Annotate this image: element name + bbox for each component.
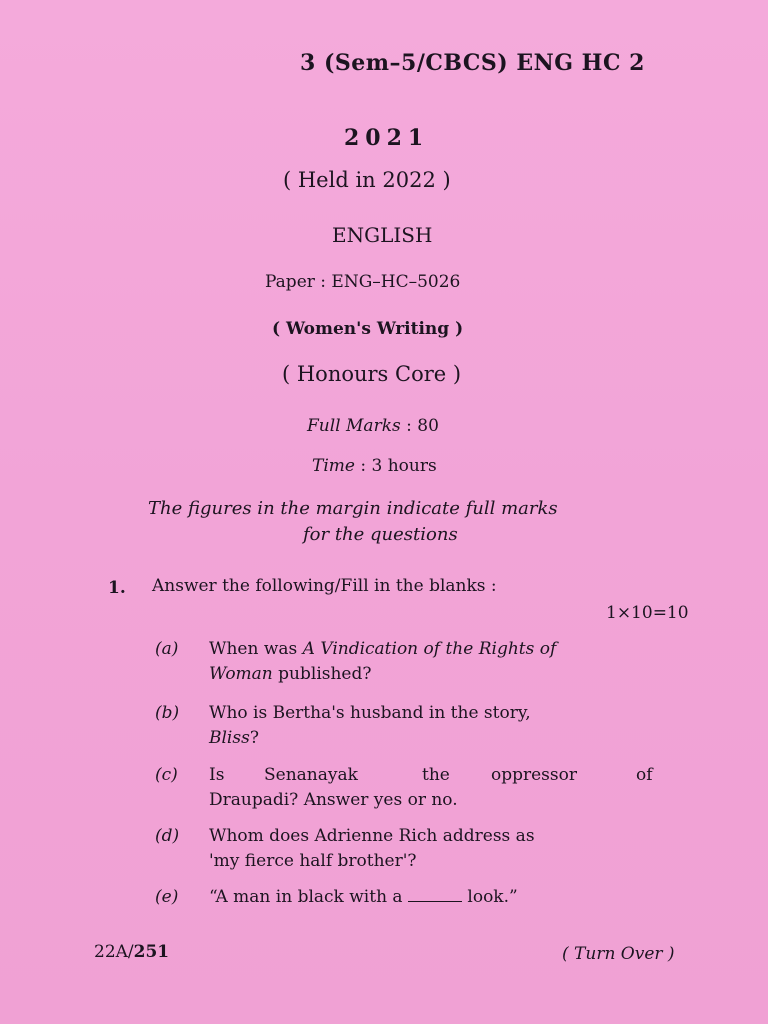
part-c-word-4: oppressor (491, 765, 577, 785)
time-allowed (312, 456, 437, 476)
paper-serial-number: 251 (133, 942, 170, 962)
part-a-book-title: A Vindication of the Rights of (302, 639, 557, 659)
part-b-line-1: Who is Bertha's husband in the story, (209, 703, 531, 723)
part-c-word-3: the (422, 765, 450, 785)
part-a-line-1 (209, 639, 556, 659)
course-type: ( Honours Core ) (282, 362, 462, 386)
fill-blank (408, 891, 462, 902)
part-d-line-2: 'my fierce half brother'? (209, 851, 417, 871)
part-e-text-start: “A man in black with a (209, 887, 403, 907)
subject: ENGLISH (332, 223, 433, 247)
part-c-word-1: Is (209, 765, 225, 785)
held-in: ( Held in 2022 ) (283, 168, 451, 192)
part-b-story-title: Bliss (209, 728, 250, 748)
full-marks-value: : 80 (406, 416, 439, 436)
part-d-line-1: Whom does Adrienne Rich address as (209, 826, 535, 846)
part-a-label: (a) (155, 639, 179, 659)
time-value: : 3 hours (360, 456, 437, 476)
question-marks: 1×10=10 (606, 603, 689, 623)
turn-over-note: ( Turn Over ) (562, 944, 675, 964)
part-a-book-title-end: Woman (209, 664, 273, 684)
part-c-word-2: Senanayak (264, 765, 358, 785)
part-d-label: (d) (155, 826, 180, 846)
part-c-line-2: Draupadi? Answer yes or no. (209, 790, 458, 810)
question-number: 1. (108, 578, 126, 598)
instruction-line-2: for the questions (303, 524, 458, 545)
exam-year: 2021 (344, 125, 430, 151)
paper-code: Paper : ENG–HC–5026 (265, 272, 461, 292)
part-c-word-5: of (636, 765, 653, 785)
instruction-line-1: The figures in the margin indicate full marks (148, 498, 558, 519)
part-a-line-2 (209, 664, 372, 684)
part-b-label: (b) (155, 703, 180, 723)
part-b-text-end: ? (249, 728, 259, 748)
part-a-text-end: published? (272, 664, 372, 684)
question-text: Answer the following/Fill in the blanks : (152, 576, 497, 596)
part-e-label: (e) (155, 887, 179, 907)
full-marks-label: Full Marks (307, 416, 401, 436)
course-code: 3 (Sem–5/CBCS) ENG HC 2 (300, 50, 645, 76)
time-label: Time (312, 456, 355, 476)
part-e-line (209, 887, 518, 907)
part-a-text: When was (209, 639, 303, 659)
part-b-line-2 (209, 728, 259, 748)
paper-serial (94, 942, 169, 962)
paper-title: ( Women's Writing ) (272, 319, 464, 339)
part-e-text-end: look.” (467, 887, 518, 907)
part-c-label: (c) (155, 765, 178, 785)
paper-serial-prefix: 22A/ (94, 942, 134, 962)
full-marks (307, 416, 439, 436)
